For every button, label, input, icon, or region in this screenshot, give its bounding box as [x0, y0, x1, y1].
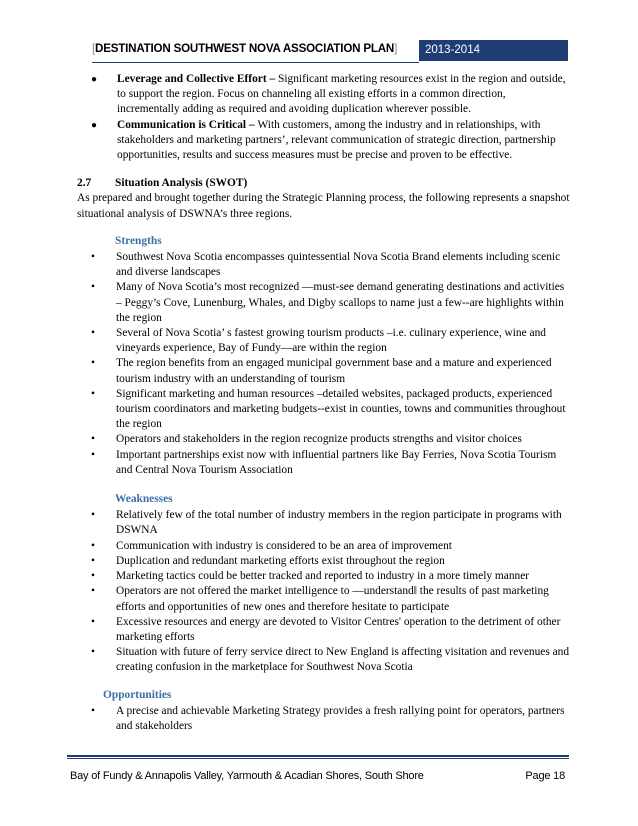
list-item [77, 615, 571, 645]
bullet-icon: • [91, 251, 95, 264]
header-bracket-close: ] [394, 42, 398, 55]
list-item-text: Marketing tactics could be better tracked and reported to industry in a more timely manner [116, 570, 530, 583]
footer-rule [67, 758, 569, 759]
list-item [77, 645, 571, 675]
list-item [77, 118, 571, 164]
list-item-text: Significant marketing and human resources –detailed websites, packaged products, experienced tourism coordinators and marketing budgets--exist in counties, towns and communities throughout the region [116, 387, 566, 431]
bullet-icon: ● [91, 74, 98, 85]
list-item-text: Situation with future of ferry service direct to New England is affecting visitation and revenues and creating confusion in the marketplace for Southwest Nova Scotia [116, 646, 570, 674]
list-item-text: Operators and stakeholders in the region recognize products strengths and visitor choices [116, 433, 522, 446]
header-rule [92, 62, 419, 63]
page-number: Page 18 [525, 770, 565, 782]
list-item-text: The region benefits from an engaged municipal government base and a mature and experienced tourism industry with an understanding of tourism [116, 357, 552, 385]
bullet-lead: Leverage and Collective Effort – [117, 73, 279, 85]
header-bracket-open: [ [92, 42, 96, 55]
bullet-text: With customers, among the industry and in relationships, with stakeholders and marketing partners’, relevant communication of strategic direction, partnership opportunities, results and success measures must be precise and proven to be effective. [117, 118, 556, 162]
list-item [77, 250, 571, 280]
list-item-text: Excessive resources and energy are devoted to Visitor Centres' operation to the detriment of other marketing efforts [116, 615, 561, 643]
list-item [77, 569, 571, 584]
list-item [77, 280, 571, 326]
page-header [92, 40, 568, 63]
bullet-icon: • [91, 646, 95, 659]
footer-rule [67, 755, 569, 757]
list-item-text: Operators are not offered the market intelligence to ―understand‖ the results of past marketing efforts and opportunities of new ones and therefore hesitate to participate [116, 585, 549, 613]
bullet-icon: • [91, 585, 95, 598]
section-number: 2.7 [77, 177, 92, 190]
list-item [77, 387, 571, 433]
section-intro: As prepared and brought together during the Strategic Planning process, the following represents a snapshot situational analysis of DSWNA’s three regions. [77, 192, 570, 220]
bullet-icon: • [91, 448, 95, 461]
strengths-list [77, 250, 571, 478]
bullet-text: Significant marketing resources exist in the region and outside, to support the region. Focus on channeling all existing efforts in a common direction, incrementally adding as required and avoiding duplication wherever possible. [117, 73, 566, 116]
bullet-icon: • [91, 387, 95, 400]
list-item [77, 554, 571, 569]
list-item-text: Southwest Nova Scotia encompasses quintessential Nova Scotia Brand elements including scenic and diverse landscapes [116, 251, 561, 279]
header-title [92, 42, 397, 55]
list-item-text: Duplication and redundant marketing efforts exist throughout the region [116, 554, 445, 567]
bullet-lead: Communication is Critical – [117, 118, 258, 131]
weaknesses-list [77, 508, 571, 675]
bullet-icon: • [91, 570, 95, 583]
weaknesses-heading: Weaknesses [115, 493, 173, 506]
list-item [77, 539, 571, 554]
bullet-icon: • [91, 357, 95, 370]
list-item [77, 448, 571, 478]
header-title-text: DESTINATION SOUTHWEST NOVA ASSOCIATION PLAN [95, 42, 395, 55]
list-item-text: Relatively few of the total number of industry members in the region participate in programs with DSWNA [116, 509, 562, 537]
bullet-icon: • [91, 433, 95, 446]
bullet-icon: • [91, 281, 95, 294]
list-item [77, 508, 571, 538]
section-heading [77, 176, 571, 191]
list-item [77, 326, 571, 356]
list-item-text: A precise and achievable Marketing Strategy provides a fresh rallying point for operators, partners and stakeholders [116, 704, 565, 732]
bullet-icon: • [91, 327, 95, 340]
page-body [77, 70, 571, 734]
section-title: Situation Analysis (SWOT) [115, 177, 248, 190]
list-item-text: Communication with industry is considered to be an area of improvement [116, 539, 452, 552]
bullet-icon: • [91, 554, 95, 567]
list-item-text: Important partnerships exist now with influential partners like Bay Ferries, Nova Scotia Tourism and Central Nova Tourism Association [116, 448, 557, 476]
opportunities-heading: Opportunities [103, 688, 172, 701]
bullet-icon: • [91, 615, 95, 628]
bullet-icon: ● [91, 119, 98, 131]
bullet-icon: • [91, 539, 95, 552]
list-item [77, 584, 571, 614]
top-bullet-list [77, 72, 571, 163]
opportunities-list [77, 704, 571, 734]
list-item [77, 704, 571, 734]
page-footer [70, 770, 565, 782]
bullet-icon: • [91, 509, 95, 522]
list-item [77, 356, 571, 386]
list-item-text: Several of Nova Scotia’ s fastest growing tourism products –i.e. culinary experience, wine and vineyards experience, Bay of Fundy—are within the region [116, 327, 546, 355]
footer-regions: Bay of Fundy & Annapolis Valley, Yarmouth & Acadian Shores, South Shore [70, 770, 424, 782]
bullet-icon: • [91, 704, 95, 717]
list-item [77, 72, 571, 118]
list-item [77, 432, 571, 447]
list-item-text: Many of Nova Scotia’s most recognized ―must-see demand generating destinations and activities – Peggy’s Cove, Lunenburg, Whales, and Digby scallops to name just a few--are highlights within the region [116, 281, 565, 324]
header-year: 2013-2014 [419, 40, 568, 61]
strengths-heading: Strengths [115, 234, 162, 247]
